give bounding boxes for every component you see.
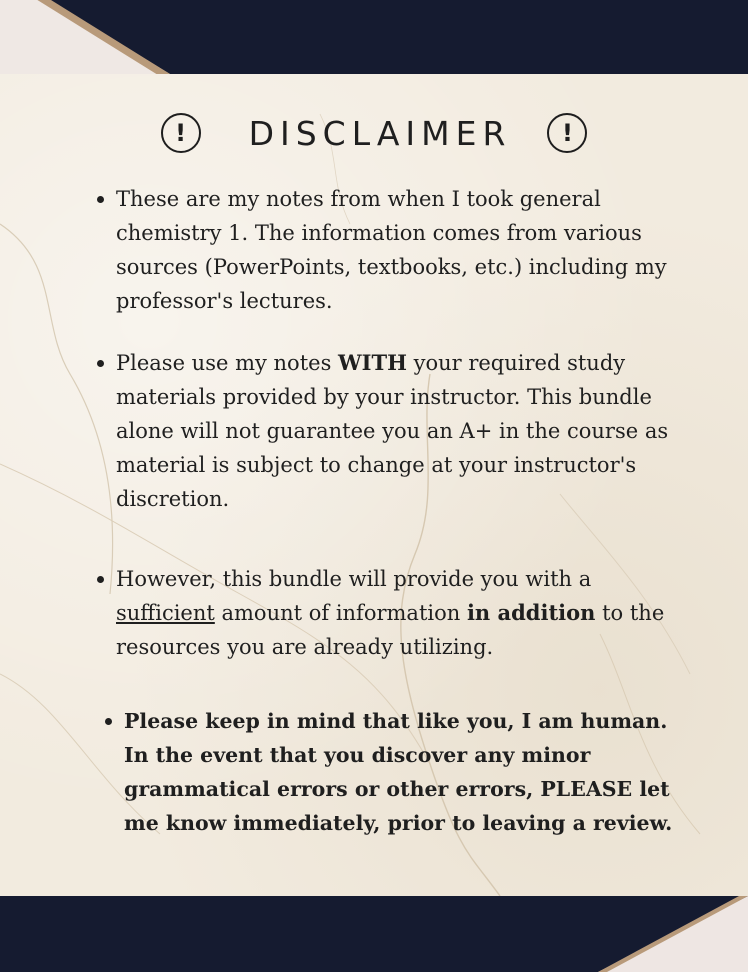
- bullet-emphasis: in addition: [466, 600, 596, 625]
- bullet-list-2: [116, 346, 676, 516]
- bullet-list-1: [116, 182, 676, 318]
- bullet-list-3: [116, 562, 676, 664]
- bullet-list-4: [124, 704, 684, 840]
- bullet-notes-origin: [116, 182, 676, 318]
- page-title: DISCLAIMER: [248, 113, 512, 153]
- bullet-emphasis: WITH: [338, 350, 407, 375]
- bullet-text-after: to the resources you are already utilizing.: [116, 601, 665, 659]
- bullet-sufficient-info: [116, 562, 676, 664]
- bullet-use-with-materials: [116, 346, 676, 516]
- bullet-text-before: However, this bundle will provide you with a: [116, 567, 592, 591]
- bullet-text: Please keep in mind that like you, I am human. In the event that you discover any minor grammatical errors or other errors, PLEASE let me know immediately, prior to leaving a review.: [124, 709, 673, 835]
- bullet-text-middle: amount of information: [214, 601, 467, 625]
- exclamation-circle-icon: !: [161, 113, 201, 153]
- bullet-text: These are my notes from when I took general chemistry 1. The information comes from various sources (PowerPoints, textbooks, etc.) including my professor's lectures.: [116, 187, 667, 313]
- exclamation-circle-icon: !: [547, 113, 587, 153]
- marble-panel: [0, 74, 748, 896]
- bullet-text-before: Please use my notes: [116, 351, 339, 375]
- bullet-text-after: your required study materials provided by your instructor. This bundle alone will not guarantee you an A+ in the course as material is subject to change at your instructor's discretion.: [116, 351, 669, 511]
- bullet-underlined: sufficient: [116, 601, 215, 625]
- bullet-human-errors: [124, 704, 684, 840]
- disclaimer-header: [0, 110, 748, 156]
